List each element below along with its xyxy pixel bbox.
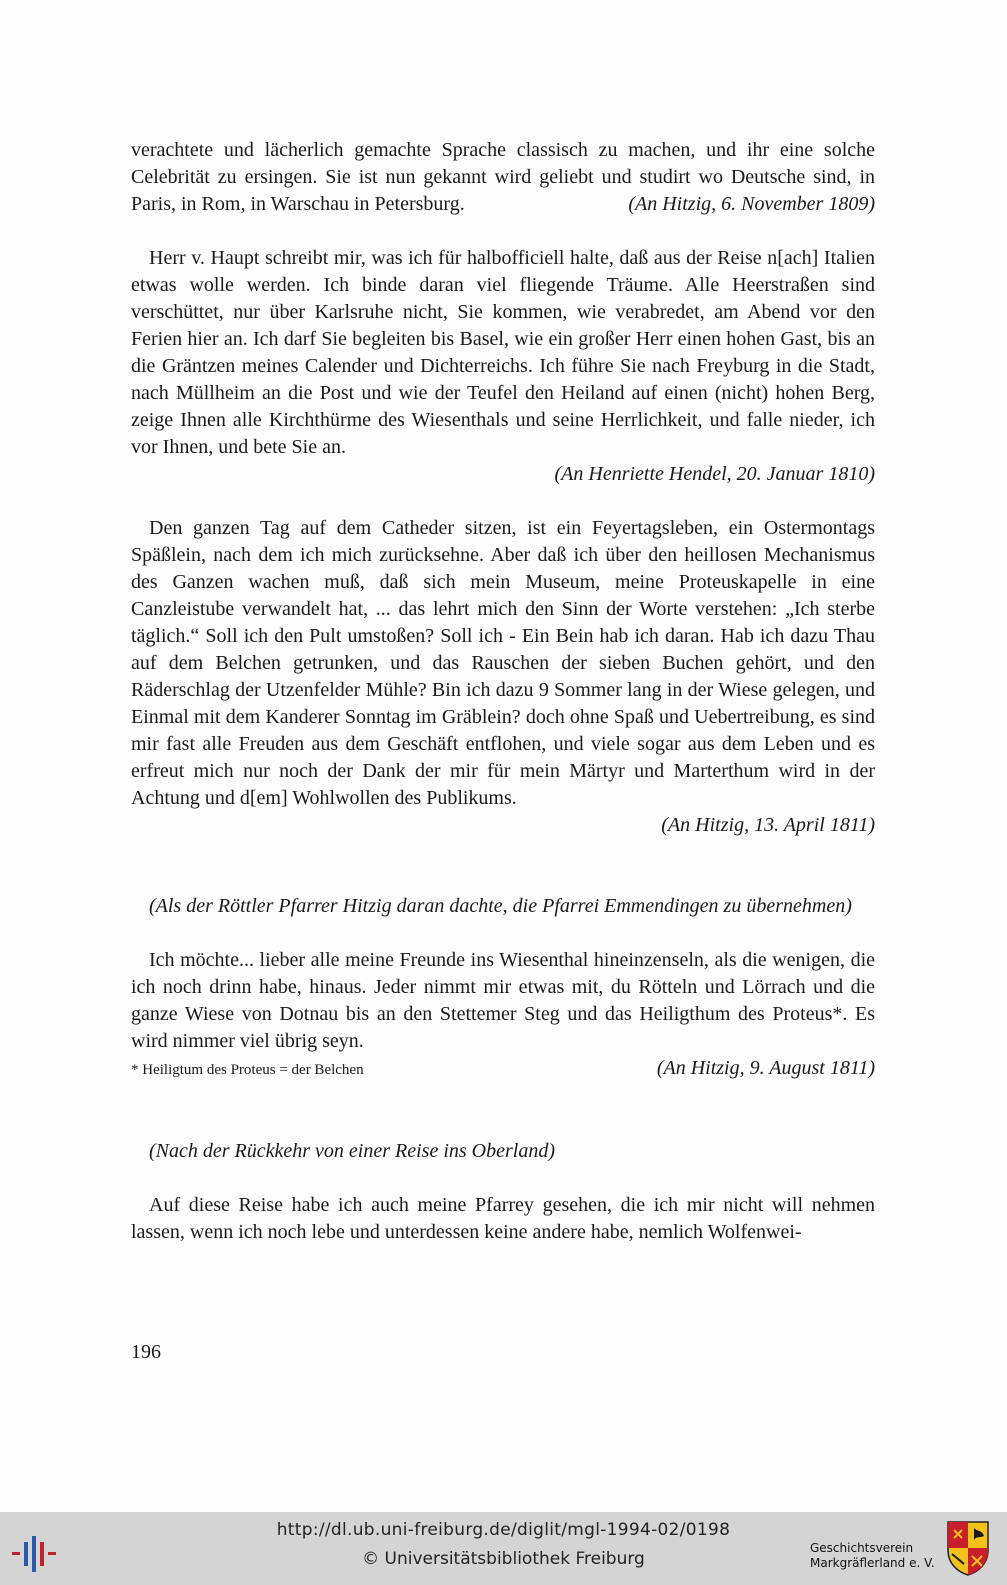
paragraph-5: Auf diese Reise habe ich auch meine Pfarrey gesehen, die ich mir nicht will nehmen lassen, wenn ich noch lebe und unterdessen keine andere habe, nemlich Wolfenwei- bbox=[131, 1194, 875, 1243]
paragraph-4: Ich möchte... lieber alle meine Freunde ins Wiesenthal hineinzenseln, als die wenigen, die ich noch drinn habe, hinaus. Jeder nimmt mir etwas mit, du Rötteln und Lörrach und die ganze Wiese von Dotnau bis an den Stettemer Steg und das Heiligthum des Proteus*. Es wird nimmer viel übrig seyn. bbox=[131, 949, 875, 1052]
coat-of-arms-icon bbox=[946, 1520, 990, 1576]
footer-bar bbox=[0, 1512, 1007, 1585]
publisher-line-2: Markgräflerland e. V. bbox=[810, 1556, 935, 1570]
page-number: 196 bbox=[131, 1341, 161, 1363]
source-citation-3: (An Hitzig, 13. April 1811) bbox=[661, 814, 875, 836]
source-citation-4: (An Hitzig, 9. August 1811) bbox=[656, 1057, 875, 1079]
publisher-line-1: Geschichtsverein bbox=[810, 1541, 914, 1555]
footnote-row bbox=[131, 1055, 875, 1084]
footnote: * Heiligtum des Proteus = der Belchen bbox=[131, 1062, 364, 1078]
paragraph-2: Herr v. Haupt schreibt mir, was ich für halbofficiell halte, daß aus der Reise n[ach] Italien etwas wolle werden. Ich binde daran viel fliegende Träume. Alle Heerstraßen sind verschüttet, nur über Karlsruhe nicht, Sie kommen, wie verabredet, am Abend vor den Ferien hier an. Ich darf Sie begleiten bis Basel, wie ein großer Herr einen hohen Gast, bis an die Gräntzen meines Calender und Dichterreichs. Ich führe Sie nach Freyburg in die Stadt, nach Müllheim an die Post und wie der Teufel den Heiland auf einen (nicht) hohen Berg, zeige Ihnen alle Kirchthürme des Wiesenthals und seine Herrlichkeit, und falle nieder, ich vor Ihnen, und bete Sie an. bbox=[131, 247, 875, 458]
publisher-name bbox=[810, 1541, 935, 1571]
footer-copyright: © Universitätsbibliothek Freiburg bbox=[362, 1549, 645, 1569]
paragraph-1: verachtete und lächerlich gemachte Sprache classisch zu machen, und ihr eine solche Celebrität zu ersingen. Sie ist nun gekannt wird geliebt und studirt wo Deutsche sind, in Paris, in Rom, in Warschau in Petersburg. (An Hitzig, 6. November 1809) bbox=[131, 137, 875, 218]
section-heading-1: (Als der Röttler Pfarrer Hitzig daran dachte, die Pfarrei Emmendingen zu übernehmen) bbox=[149, 895, 852, 917]
source-citation-2: (An Henriette Hendel, 20. Januar 1810) bbox=[554, 463, 875, 485]
source-citation-1: (An Hitzig, 6. November 1809) bbox=[628, 193, 875, 215]
section-heading-2: (Nach der Rückkehr von einer Reise ins Oberland) bbox=[149, 1140, 555, 1162]
page-body bbox=[131, 137, 875, 1246]
footer-url-link[interactable]: http://dl.ub.uni-freiburg.de/diglit/mgl-1994-02/0198 bbox=[276, 1520, 731, 1540]
paragraph-3: Den ganzen Tag auf dem Catheder sitzen, ist ein Feyertagsleben, ein Ostermontags Späßlein, nach dem ich mich zurücksehne. Aber daß ich über den heillosen Mechanismus des Ganzen wachen muß, daß sich mein Museum, meine Proteuskapelle in eine Canzleistube verwandelt hat, ... das lehrt mich den Sinn der Worte verstehen: „Ich sterbe täglich.“ Soll ich den Pult umstoßen? Soll ich - Ein Bein hab ich daran. Hab ich dazu Thau auf dem Belchen getrunken, und das Rauschen der sieben Buchen gehört, und den Räderschlag der Utzenfelder Mühle? Bin ich dazu 9 Sommer lang in der Wiese gelegen, und Einmal mit dem Kanderer Sonntag im Gräblein? doch ohne Spaß und Uebertreibung, es sind mir fast alle Freuden aus dem Geschäft entflohen, und viele sogar aus dem Leben und es erfreut mich nur noch der Dank der mir für mein Märtyr und Marterthum wird in der Achtung und d[em] Wohlwollen des Publikums. bbox=[131, 517, 875, 809]
